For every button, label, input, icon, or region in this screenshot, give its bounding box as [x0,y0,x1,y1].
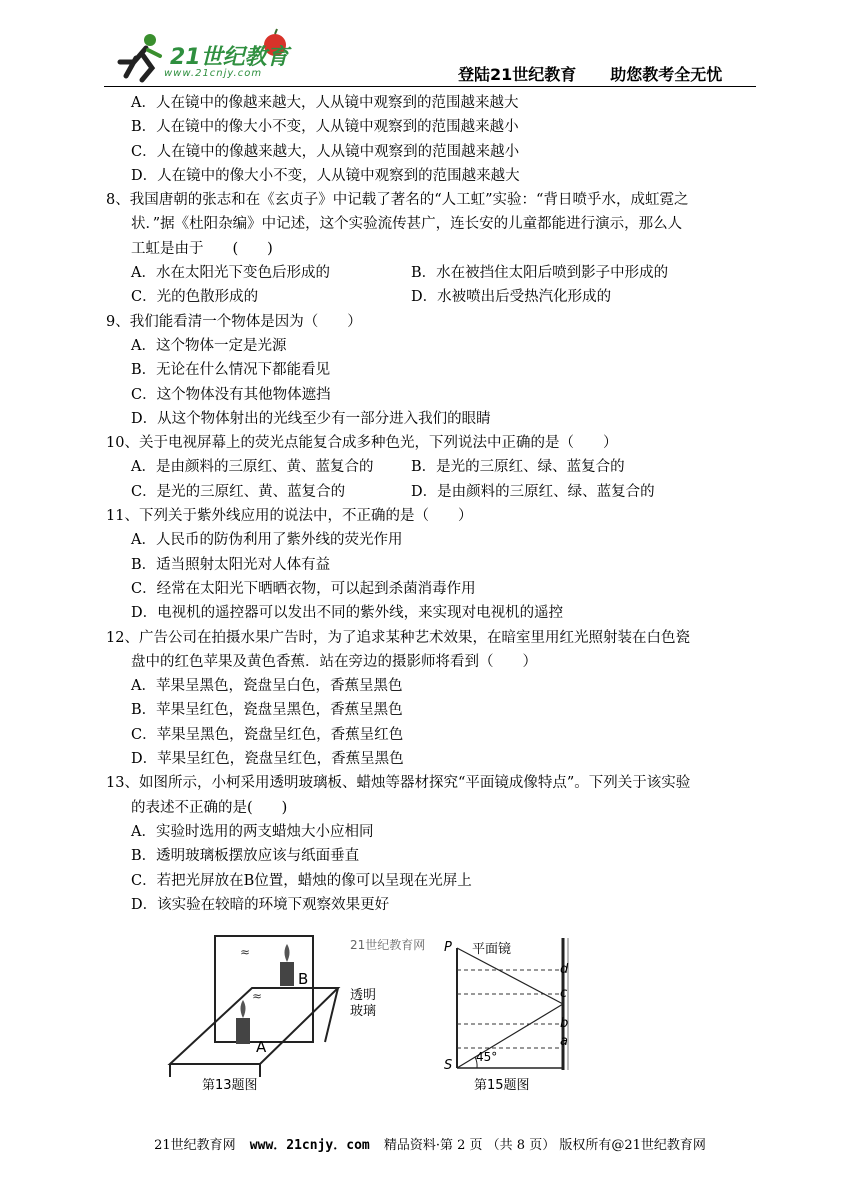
svg-text:≈: ≈ [240,945,251,959]
q13-option-b: B．透明玻璃板摆放应该与纸面垂直 [131,848,360,865]
slogan-left: 登陆21世纪教育 [458,65,577,84]
logo-url: www.21cnjy.com [164,68,263,79]
q7-option-c: C．人在镜中的像越来越大，人从镜中观察到的范围越来越小 [131,143,520,160]
fig15-label-s: S [444,1058,453,1073]
q10-option-a: A．是由颜料的三原红、黄、蓝复合的 [131,459,374,476]
fig15-drawing [445,930,585,1080]
q10-option-d: D．是由颜料的三原红、绿、蓝复合的 [411,483,655,500]
q10-options-row-1 [106,455,756,479]
fig13-caption: 第13题图 [202,1078,258,1093]
fig13-label-a: A [256,1038,267,1056]
fig15-mirror-label: 平面镜 [472,942,512,957]
fig15-label-a: a [560,1034,568,1049]
q11-option-c: C．经常在太阳光下晒晒衣物，可以起到杀菌消毒作用 [131,580,476,597]
fig13-glass-label-1: 透明 [350,988,377,1003]
q10-option-c: C．是光的三原红、黄、蓝复合的 [131,483,346,500]
q8-stem-line-2: 状．”据《杜阳杂编》中记述，这个实验流传甚广，连长安的儿童都能进行演示，那么人 [131,216,683,233]
footer-url-link[interactable]: www．21cnjy．com [249,1138,370,1153]
svg-text:≈: ≈ [252,989,263,1003]
q8-stem-line-3: 工虹是由于 ( ) [131,240,273,257]
q7-option-b: B．人在镜中的像大小不变，人从镜中观察到的范围越来越小 [131,119,519,136]
page-header [0,0,860,90]
q11-option-b: B．适当照射太阳光对人体有益 [131,556,331,573]
q9-option-b: B．无论在什么情况下都能看见 [131,362,331,379]
q8-options-row-2 [106,285,756,309]
fig15-watermark: 21世纪教育网 [350,938,426,952]
figures-area [160,922,590,1102]
q8-option-b: B．水在被挡住太阳后喷到影子中形成的 [411,265,669,282]
q8-option-c: C．光的色散形成的 [131,289,259,306]
q9-option-a: A．这个物体一定是光源 [131,337,287,354]
q11-option-d: D．电视机的遥控器可以发出不同的紫外线，来实现对电视机的遥控 [131,605,564,622]
footer-page-info: 精品资料·第 2 页 （共 8 页） 版权所有@21世纪教育网 [383,1138,706,1153]
fig13-label-b: B [298,970,309,988]
q10-stem: 10、关于电视屏幕上的荧光点能复合成多种色光，下列说法中正确的是（ ） [106,435,618,452]
header-divider [104,86,756,87]
q13-option-c: C．若把光屏放在B位置，蜡烛的像可以呈现在光屏上 [131,872,472,889]
q13-stem-line-2: 的表述不正确的是( ) [131,799,288,816]
footer-site-name: 21世纪教育网 [154,1138,236,1153]
q10-option-b: B．是光的三原红、绿、蓝复合的 [411,459,625,476]
q8-stem-line-1: 8、我国唐朝的张志和在《玄贞子》中记载了著名的“人工虹”实验：“背日喷乎水，成虹霓之 [106,192,689,209]
q12-option-a: A．苹果呈黑色，瓷盘呈白色，香蕉呈黑色 [131,678,403,695]
logo-text: 21世纪教育 [170,45,289,70]
page-footer [0,1134,860,1153]
q12-stem-line-2: 盘中的红色苹果及黄色香蕉．站在旁边的摄影师将看到（ ） [131,653,537,670]
fig15-label-c: c [560,986,568,1001]
q13-option-a: A．实验时选用的两支蜡烛大小应相同 [131,823,374,840]
runner-logo-icon [112,28,172,88]
fig15-angle-label: 45° [476,1050,498,1064]
q12-option-d: D．苹果呈红色，瓷盘呈红色，香蕉呈黑色 [131,751,404,768]
q8-options-row-1 [106,261,756,285]
q8-option-d: D．水被喷出后受热汽化形成的 [411,289,612,306]
q12-option-b: B．苹果呈红色，瓷盘呈黑色，香蕉呈黑色 [131,702,403,719]
q8-option-a: A．水在太阳光下变色后形成的 [131,265,330,282]
q13-option-d: D．该实验在较暗的环境下观察效果更好 [131,896,390,913]
fig13-drawing [160,922,380,1082]
q11-option-a: A．人民币的防伪利用了紫外线的荧光作用 [131,532,403,549]
q10-options-row-2 [106,480,756,504]
fig15-label-b: b [560,1016,569,1031]
fig15-label-d: d [560,962,569,977]
fig15-label-p: P [444,940,452,955]
slogan-right: 助您教考全无忧 [610,65,723,84]
q7-option-a: A．人在镜中的像越来越大，人从镜中观察到的范围越来越大 [131,95,519,111]
q13-stem-line-1: 13、如图所示，小柯采用透明玻璃板、蜡烛等器材探究“平面镜成像特点”。下列关于该实验 [106,775,691,792]
header-slogan [458,62,756,85]
q12-stem-line-1: 12、广告公司在拍摄水果广告时，为了追求某种艺术效果，在暗室里用红光照射装在白色瓷 [106,629,690,646]
q9-option-d: D．从这个物体射出的光线至少有一部分进入我们的眼睛 [131,410,491,427]
q7-option-d: D．人在镜中的像大小不变，人从镜中观察到的范围越来越大 [131,167,520,184]
fig13-glass-label-2: 玻璃 [350,1004,377,1019]
fig15-caption: 第15题图 [474,1078,530,1093]
question-content [106,91,756,917]
site-logo[interactable] [112,28,312,88]
q9-stem: 9、我们能看清一个物体是因为（ ） [106,313,362,330]
q11-stem: 11、下列关于紫外线应用的说法中，不正确的是（ ） [106,508,473,525]
q12-option-c: C．苹果呈黑色，瓷盘呈红色，香蕉呈红色 [131,726,404,743]
q9-option-c: C．这个物体没有其他物体遮挡 [131,386,331,403]
